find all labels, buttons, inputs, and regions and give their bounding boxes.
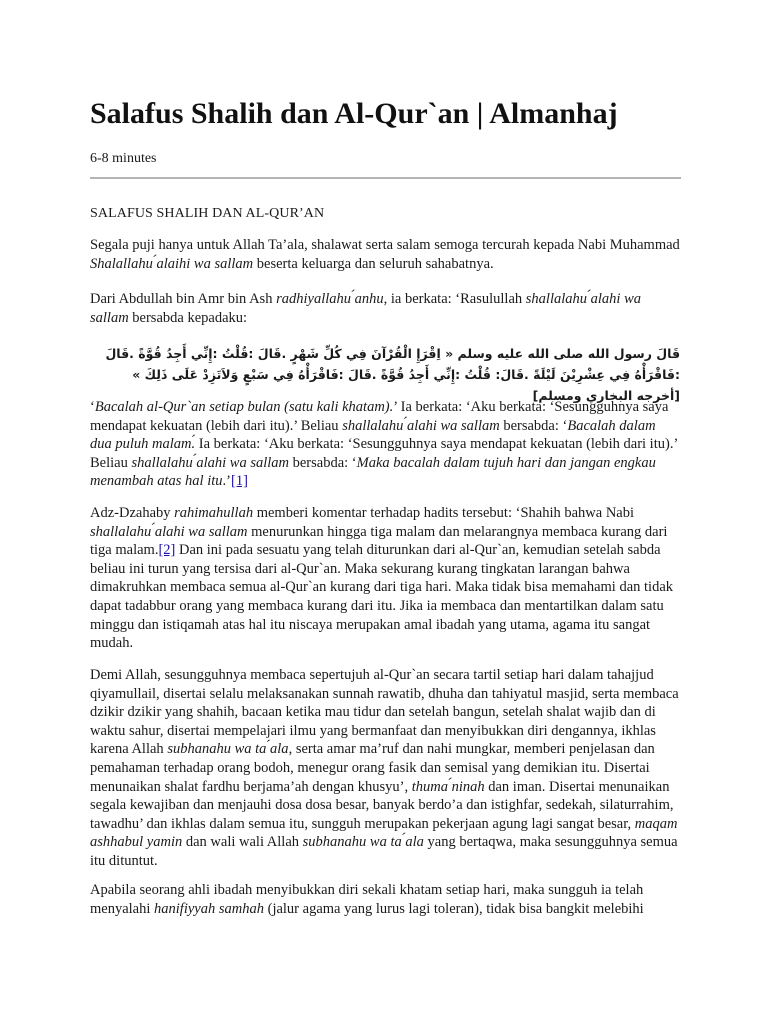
text-run: dan wali wali Allah	[182, 834, 303, 851]
paragraph-intro	[90, 236, 680, 273]
text-run: yang bertaqwa, maka sesungguhnya semua itu dituntut.	[90, 834, 678, 869]
italic-run: shallalahu ́alahi wa sallam	[90, 523, 248, 540]
text-run: menurunkan hingga tiga malam dan melarangnya membaca kurang dari tiga malam.	[90, 523, 668, 559]
italic-run: Shalallahu ́alaihi wa sallam	[90, 255, 254, 272]
italic-run: subhanahu wa ta ́ala	[167, 741, 289, 758]
footnote-link-2[interactable]: [2]	[158, 542, 176, 559]
text-run: Dari Abdullah bin Amr bin Ash	[90, 291, 277, 307]
page-title: Salafus Shalih dan Al-Qur`an | Almanhaj	[90, 97, 618, 130]
text-run: (jalur agama yang lurus lagi toleran), tidak bisa bangkit melebihi	[263, 900, 644, 917]
text-run: dan iman. Disertai menunaikan segala kewajiban dan menjauhi dosa dosa besar, banyak berdo’a dan istighfar, sedekah, silaturrahim, tawadhu’ dan ikhlas dalam semua itu, sungguh merupakan pekerjaan agung lagi sangat besar,	[90, 778, 674, 832]
text-run: Dan ini pada sesuatu yang telah diturunkan dari al-Qur`an, kemudian setelah sabda beliau ini turun yang tersisa dari al-Qur`an. Maka sekurang kurang tingkatan larangan bahwa dimakruhkan membaca semua al-Qur`an kurang dari tiga hari. Maka tidak bisa memahami dan tidak dapat tadabbur orang yang membaca kurang dari itu. Jika ia membaca dan mentartilkan dalam satu minggu dan istiqamah atas hal itu niscaya merupakan amal ibadah yang utama, agama itu sangat mudah.	[90, 542, 674, 652]
italic-run: shallalahu ́alahi wa sallam	[90, 291, 641, 326]
italic-run: rahimahullah	[174, 505, 254, 521]
paragraph-practice	[90, 666, 680, 871]
footnote-link-1[interactable]: [1]	[230, 473, 248, 490]
text-run: memberi komentar terhadap hadits tersebut: ‘Shahih bahwa Nabi	[253, 505, 635, 521]
paragraph-hadith-intro	[90, 290, 680, 327]
italic-run: Bacalah al-Qur`an setiap bulan (satu kali khatam).	[94, 399, 394, 415]
text-run: Apabila seorang ahli ibadah menyibukkan diri sekali khatam setiap hari, maka sungguh ia telah menyalahi	[90, 882, 644, 917]
section-heading: SALAFUS SHALIH DAN AL-QUR’AN	[90, 206, 325, 221]
italic-run: thuma ́ninah	[411, 778, 485, 795]
reading-time: 6-8 minutes	[90, 151, 157, 166]
text-run: bersabda kepadaku:	[128, 309, 248, 326]
text-run: , ia berkata: ‘Rasulullah	[383, 291, 526, 307]
italic-run: maqam ashhabul yamin	[90, 815, 678, 851]
text-run: Adz-Dzahaby	[90, 505, 175, 521]
italic-run: Bacalah dalam dua puluh malam.́	[90, 417, 656, 453]
paragraph-commentary	[90, 504, 680, 653]
italic-run: hanifiyyah samhah	[154, 900, 264, 917]
italic-run: subhanahu wa ta ́ala	[302, 834, 424, 851]
paragraph-translation	[90, 398, 680, 491]
italic-run: shallalahu ́alahi wa sallam	[131, 454, 289, 471]
text-run: Segala puji hanya untuk Allah Ta’ala, shalawat serta salam semoga tercurah kepada Nabi Muhammad	[90, 237, 680, 253]
text-run: , serta amar ma’ruf dan nahi mungkar, memberi penjelasan dan pemahaman terhadap orang bodoh, menegur orang fasik dan semisal yang demikian itu. Disertai menunaikan shalat fardhu berjama’ah dengan khusyu’,	[90, 741, 655, 795]
arabic-hadith: قَالَ رسول الله صلى الله عليه وسلم « اِقْرَإِ الْقُرْآنَ فِي كُلِّ شَهْرٍ .قَالَ :قُلْتُ :إِنِّي أَجِدُ قُوَّةً .قَالَ :فَاقْرَأْهُ فِي عِشْرِيْنَ لَيْلَةً .قَالَ: قُلْتُ :إِنِّي أَجِدُ قُوَّةً .قَالَ :فَاقْرَأْهُ فِي سَبْعٍ وَلاَتَزِدْ عَلَى ذَلِكَ » [أخرجه البخاري ومسلم]	[105, 346, 680, 403]
text-run: ’ Ia berkata: ‘Aku berkata: ‘Sesungguhnya saya mendapat kekuatan (lebih dari itu).’ Beliau	[90, 399, 669, 434]
italic-run: Maka bacalah dalam tujuh hari dan jangan engkau menambah atas hal itu	[90, 454, 656, 490]
text-run: Demi Allah, sesungguhnya membaca sepertujuh al-Qur`an secara tartil setiap hari dalam tahajjud qiyamullail, disertai selalu melaksanakan sunnah rawatib, dhuha dan tahiyatul masjid, serta membaca dzikir dzikir yang shahih, bacaan ketika mau tidur dan setelah bangun, setelah shalat wajib dan di waktu sahur, disertai mempelajari ilmu yang bermanfaat dan menyibukkan diri dengannya, ikhlas karena Allah	[90, 667, 679, 758]
text-run: ‘	[90, 399, 95, 415]
text-run: .’	[222, 473, 231, 490]
italic-run: radhiyallahu ́anhu	[276, 291, 384, 307]
italic-run: shallalahu ́alahi wa sallam	[342, 417, 500, 434]
text-run: bersabda: ‘	[499, 417, 568, 434]
text-run: beserta keluarga dan seluruh sahabatnya.	[253, 255, 494, 272]
text-run: bersabda: ‘	[289, 454, 357, 471]
divider	[90, 177, 681, 179]
text-run: Ia berkata: ‘Aku berkata: ‘Sesungguhnya saya mendapat kekuatan (lebih dari itu).’ Beliau	[90, 436, 678, 471]
paragraph-daily-khatam	[90, 881, 680, 918]
